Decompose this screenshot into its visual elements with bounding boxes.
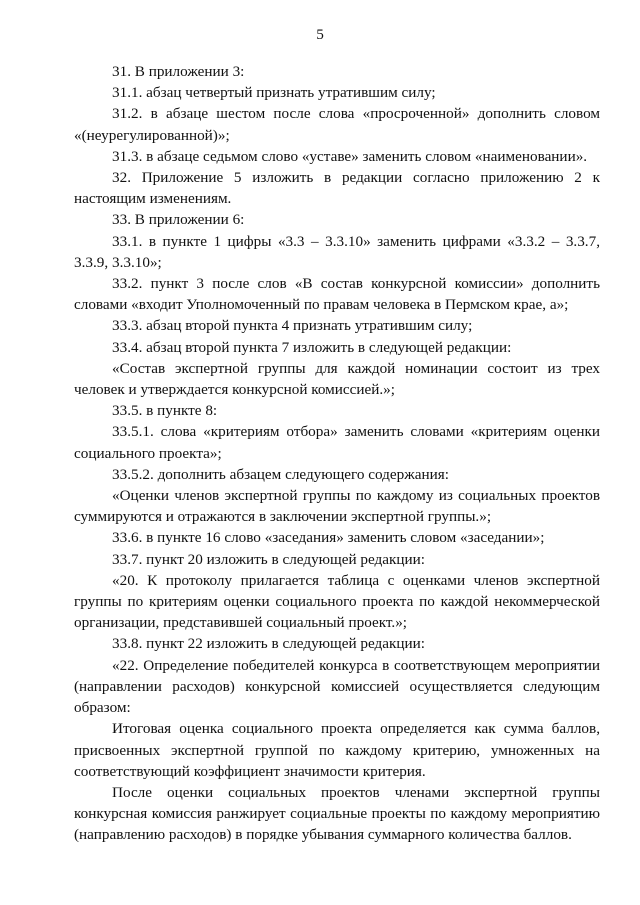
paragraph-final-score: Итоговая оценка социального проекта определяется как сумма баллов, присвоенных экспертной группой по каждому критерию, умноженных на соответствующий коэффициент значимости критерия.	[74, 720, 600, 780]
paragraph-33-2: 33.2. пункт 3 после слов «В состав конкурсной комиссии» дополнить словами «входит Уполномоченный по правам человека в Пермском крае, а»;	[74, 275, 600, 314]
paragraph-31-3: 31.3. в абзаце седьмом слово «уставе» заменить словом «наименовании».	[112, 147, 588, 165]
quote-point-22: «22. Определение победителей конкурса в соответствующем мероприятии (направлении расходов) конкурсной комиссией осуществляется следующим образом:	[74, 656, 600, 717]
paragraph-33-8: 33.8. пункт 22 изложить в следующей редакции:	[112, 635, 425, 653]
paragraph-33-5: 33.5. в пункте 8:	[112, 402, 218, 420]
paragraph-33-1: 33.1. в пункте 1 цифры «3.3 – 3.3.10» заменить цифрами «3.3.2 – 3.3.7, 3.3.9, 3.3.10»;	[74, 232, 600, 271]
quote-expert-scores: «Оценки членов экспертной группы по каждому из социальных проектов суммируются и отражаются в заключении экспертной группы.»;	[74, 487, 600, 526]
paragraph-31: 31. В приложении 3:	[112, 63, 245, 80]
paragraph-33-3: 33.3. абзац второй пункта 4 признать утратившим силу;	[112, 317, 473, 335]
paragraph-33-5-1: 33.5.1. слова «критериям отбора» заменить словами «критериям оценки социального проекта»;	[74, 423, 600, 462]
paragraph-32: 32. Приложение 5 изложить в редакции согласно приложению 2 к настоящим изменениям.	[74, 169, 600, 208]
paragraph-31-2: 31.2. в абзаце шестом после слова «просроченной» дополнить словом «(неурегулированной)»;	[74, 105, 600, 144]
quote-point-20: «20. К протоколу прилагается таблица с оценками членов экспертной группы по критериям оценки социального проекта по каждой некоммерческой организации, представившей социальный проект.»;	[74, 571, 600, 632]
paragraph-33-7: 33.7. пункт 20 изложить в следующей редакции:	[112, 550, 425, 568]
paragraph-31-1: 31.1. абзац четвертый признать утратившим силу;	[112, 84, 436, 102]
paragraph-33-5-2: 33.5.2. дополнить абзацем следующего содержания:	[112, 465, 449, 483]
paragraph-33-4: 33.4. абзац второй пункта 7 изложить в следующей редакции:	[112, 338, 512, 356]
paragraph-33-6: 33.6. в пункте 16 слово «заседания» заменить словом «заседании»;	[112, 529, 545, 547]
paragraph-33: 33. В приложении 6:	[112, 211, 245, 229]
quote-expert-group-composition: «Состав экспертной группы для каждой номинации состоит из трех человек и утверждается конкурсной комиссией.»;	[74, 359, 600, 399]
document-body	[74, 61, 600, 846]
paragraph-ranking: После оценки социальных проектов членами экспертной группы конкурсная комиссия ранжирует социальные проекты по каждому мероприятию (направлению расходов) в порядке убывания суммарного количества баллов.	[74, 783, 600, 844]
page-number: 5	[316, 26, 324, 43]
